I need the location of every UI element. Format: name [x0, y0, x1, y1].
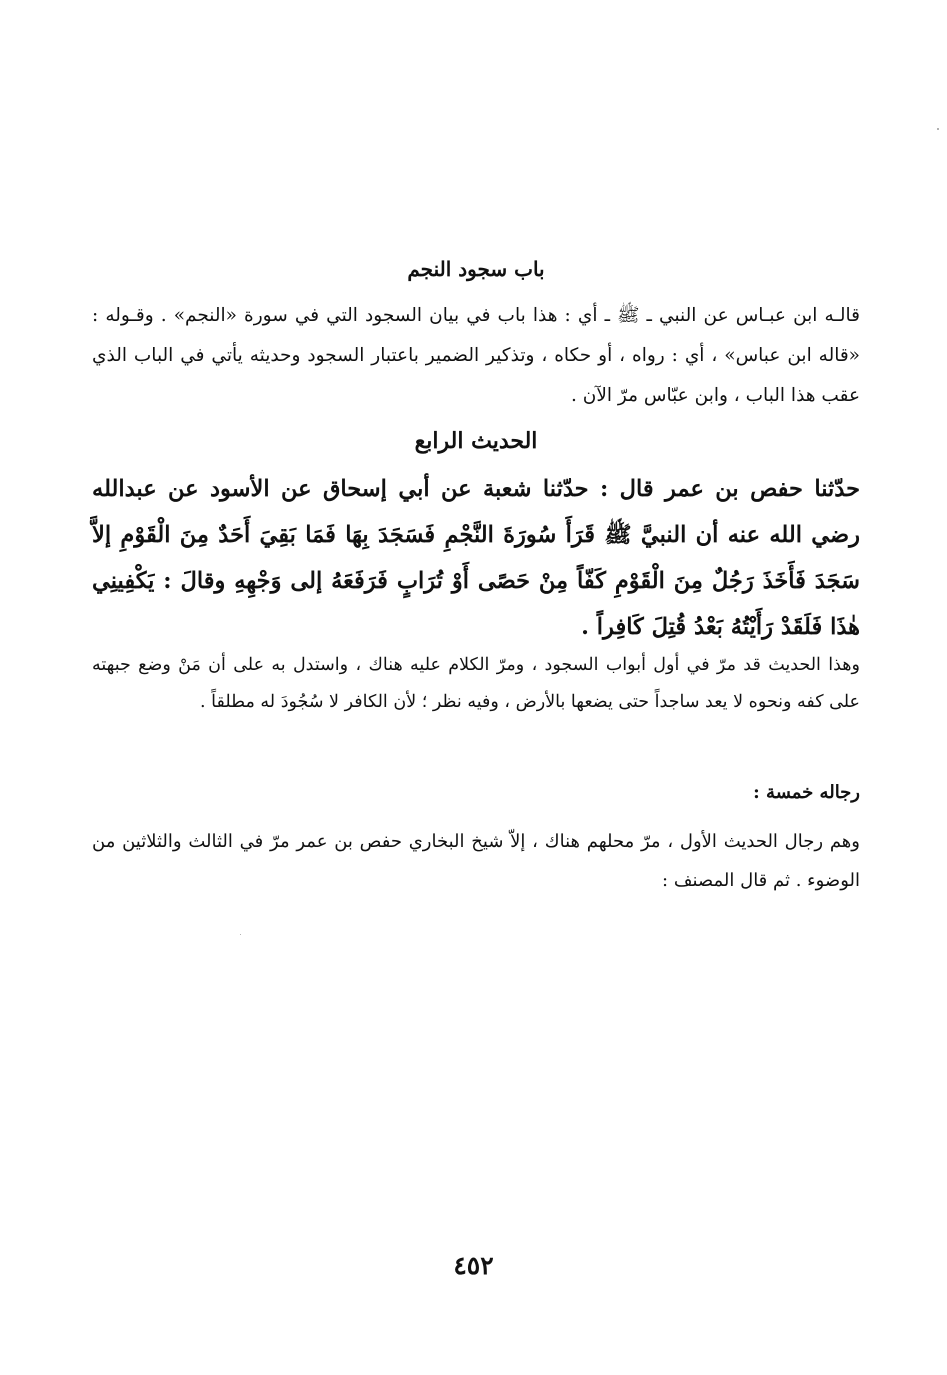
scan-speck — [937, 128, 939, 130]
chapter-title: باب سجود النجم — [407, 257, 545, 281]
hadith-title: الحديث الرابع — [414, 428, 538, 454]
intro-paragraph: قالـه ابن عبـاس عن النبي ـ ﷺ ـ أي : هذا باب في بيان السجود التي في سورة «النجم» . وقـوله : «قاله ابن عباس» ، أي : رواه ، أو حكاه ، وتذكير الضمير باعتبار السجود وحديثه يأتي في الباب الذي عقب هذا الباب ، وابن عبّاس مرّ الآن . — [92, 305, 860, 406]
narrators-paragraph: وهم رجال الحديث الأول ، مرّ محلهم هناك ، إلاّ شيخ البخاري حفص بن عمر مرّ في الثالث والثلاثين من الوضوء . ثم قال المصنف : — [92, 831, 860, 891]
page-number: ٤٥٢ — [453, 1251, 494, 1280]
narrators-heading: رجاله خمسة : — [753, 782, 860, 803]
scan-speck — [240, 934, 241, 935]
hadith-text: حدّثنا حفص بن عمر قال : حدّثنا شعبة عن أبي إسحاق عن الأسود عن عبدالله رضي الله عنه أن النبيَّ ﷺ قَرَأَ سُورَةَ النَّجْمِ فَسَجَدَ بِهَا فَمَا بَقِيَ أَحَدٌ مِنَ الْقَوْمِ إلاَّ سَجَدَ فَأَخَذَ رَجُلٌ مِنَ الْقَوْمِ كَفّاً مِنْ حَصًى أَوْ تُرَابٍ فَرَفَعَهُ إلى وَجْهِهِ وقالَ : يَكْفِينِي هٰذَا فَلَقَدْ رَأَيْتُهُ بَعْدُ قُتِلَ كَافِراً . — [92, 476, 860, 640]
commentary-paragraph: وهذا الحديث قد مرّ في أول أبواب السجود ، ومرّ الكلام عليه هناك ، واستدل به على أن مَنْ وضع جبهته على كفه ونحوه لا يعد ساجداً حتى يضعها بالأرض ، وفيه نظر ؛ لأن الكافر لا سُجُودَ له مطلقاً . — [92, 655, 860, 712]
